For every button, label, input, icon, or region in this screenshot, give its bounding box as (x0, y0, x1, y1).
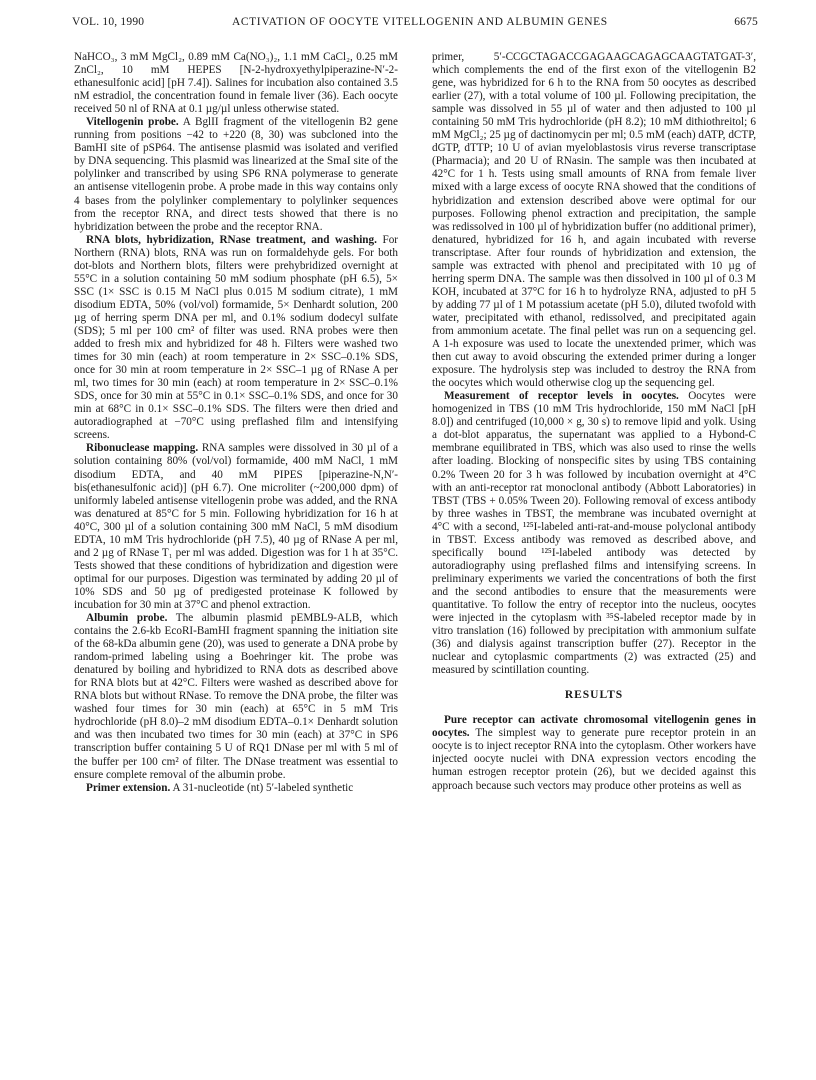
paragraph-text: The simplest way to generate pure receptor protein in an oocyte is to inject receptor RNA into the cytoplasm. Other workers have injected oocyte nuclei with DNA expression vectors encoding the human estrogen receptor protein (26), but we decided against this approach because such vectors may produce other proteins as well as (432, 727, 756, 792)
volume-label: VOL. 10, 1990 (72, 16, 145, 28)
paragraph-text: NaHCO₃, 3 mM MgCl₂, 0.89 mM Ca(NO₃)₂, 1.1 mM CaCl₂, 0.25 mM ZnCl₂, 10 mM HEPES [N-2-hydroxyethylpiperazine-N′-2-ethanesulfonic acid] [pH 7.4]). Salines for incubation also contained 3.5 nM estradiol, the concentration found in female liver (36). Each oocyte received 50 nl of RNA at 0.1 µg/µl unless otherwise stated. (74, 51, 398, 116)
paragraph-lead: Pure receptor can activate chromosomal vitellogenin genes in oocytes. (432, 714, 756, 740)
methods-continued (432, 51, 756, 677)
paragraph (74, 442, 398, 612)
paragraph-lead: Measurement of receptor levels in oocytes. (444, 390, 679, 403)
paragraph-text: The albumin plasmid pEMBL9-ALB, which contains the 2.6-kb EcoRI-BamHI fragment spanning the initiation site of the 68-kDa albumin gene (20), was used to generate a DNA probe by random-primed labeling using a Boehringer kit. The probe was denatured by boiling and hybridized to RNA dots as described above for RNA blots but at 42°C. Filters were washed as described above for RNA blots but without RNase. To remove the DNA probe, the filter was washed four times for 30 min (each) at 65°C in 5 mM Tris hydrochloride (pH 8.0)–2 mM disodium EDTA–0.1× Denhardt solution and was then incubated two times for 30 min (each) at 37°C in SP6 transcription buffer containing 5 U of RQ1 DNase per ml with 5 ml of the buffer per 100 cm² of filter. The DNase treatment was essential to ensure complete removal of the albumin probe. (74, 612, 398, 781)
paragraph (432, 51, 756, 390)
paragraph-text: For Northern (RNA) blots, RNA was run on formaldehyde gels. For both dot-blots and Northern blots, filters were prehybridized overnight at 55°C in a solution containing 50 mM sodium phosphate (pH 6.5), 5× SSC (1× SSC is 0.15 M NaCl plus 0.015 M sodium citrate), 1 mM disodium EDTA, 50% (vol/vol) formamide, 5× Denhardt solution, 200 µg of herring sperm DNA per ml, and 0.1% sodium dodecyl sulfate (SDS); 5 ml per 100 cm² of filter was used. RNA probes were then added to fresh mix and hybridized for 48 h. Filters were washed two times for 30 min (each) at room temperature in 2× SSC–0.1% SDS, once for 30 min at room temperature in 2× SSC–1 µg of RNase A per ml, two times for 30 min (each) at room temperature in 2× SSC–0.1% SDS, once for 30 min at 55°C in 0.1× SSC–0.1% SDS, and once for 30 min at 68°C in 0.1× SSC–0.1% SDS. The filters were then dried and autoradiographed at −70°C using preflashed film and intensifying screens. (74, 233, 399, 442)
running-header (72, 16, 758, 32)
paragraph (432, 714, 756, 792)
paragraph (74, 234, 398, 443)
paragraph (74, 782, 398, 795)
paragraph-text: RNA samples were dissolved in 30 µl of a solution containing 80% (vol/vol) formamide, 400 mM NaCl, 1 mM disodium EDTA, and 40 mM PIPES [piperazine-N,N′-bis(ethanesulfonic acid)] (pH 6.7). One microliter (~200,000 dpm) of uniformly labeled antisense vitellogenin probe was added, and the RNA was denatured at 85°C for 5 min. Following hybridization for 16 h at 40°C, 300 µl of a solution containing 300 mM NaCl, 5 mM disodium EDTA, 10 mM Tris hydrochloride (pH 7.5), 40 µg of RNase A per ml, and 2 µg of RNase T₁ per ml was added. Digestion was for 1 h at 35°C. Tests showed that these conditions of hybridization and digestion were optimal for our purposes. Digestion was terminated by adding 20 µl of 10% SDS and 50 µg of predigested proteinase K followed by incubation for 30 min at 37°C and phenol extraction. (74, 442, 398, 611)
results-heading: RESULTS (564, 689, 624, 702)
left-column (74, 51, 398, 795)
page-number: 6675 (734, 16, 758, 28)
paragraph (74, 612, 398, 782)
paragraph-lead: Ribonuclease mapping. (86, 442, 199, 455)
paragraph-text: A BglII fragment of the vitellogenin B2 gene running from positions −42 to +220 (8, 30) was subcloned into the BamHI site of pSP64. The antisense plasmid was isolated and verified by DNA sequencing. This plasmid was linearized at the SmaI site of the polylinker and transcribed by using SP6 RNA polymerase to generate an antisense vitellogenin probe. A probe made in this way contains only 4 bases from the polylinker complementary to polylinker sequences from the receptor RNA, and direct tests showed that there is no hybridization between the probe and the receptor RNA. (74, 116, 398, 233)
paragraph (432, 390, 756, 677)
paragraph (74, 51, 398, 116)
results-section (432, 714, 756, 792)
paragraph-lead: Vitellogenin probe. (86, 116, 179, 129)
paragraph-lead: RNA blots, hybridization, RNase treatment, and washing. (86, 233, 377, 246)
paragraph (74, 116, 398, 233)
right-column (432, 51, 756, 793)
paragraph-lead: Albumin probe. (86, 612, 168, 625)
paragraph-text: primer, 5′-CCGCTAGACCGAGAAGCAGAGCAAGTATGAT-3′, which complements the end of the first exon of the vitellogenin B2 gene, was hybridized for 6 h to the RNA from 50 oocytes as described earlier (27), with a total volume of 100 µl. Following precipitation, the sample was dissolved in 55 µl of water and then adjusted to 100 µl containing 50 mM Tris hydrochloride (pH 8.2); 10 mM dithiothreitol; 6 mM MgCl₂; 25 µg of dactinomycin per ml; 0.5 mM (each) dATP, dCTP, dGTP, dTTP; 10 U of avian myeloblastosis virus reverse transcriptase (Pharmacia); and 20 U of RNasin. The sample was then incubated at 42°C for 1 h. Tests using small amounts of RNA from female liver mixed with a large excess of oocyte RNA showed that the conditions of hybridization and extension described above were optimal for our purposes. Following phenol extraction and precipitation, the sample was redissolved in 100 µl of hybridization buffer (no additional primer), denatured, hybridized for 16 h, and again incubated with reverse transcriptase. After four rounds of hybridization and extension, the sample was extracted with phenol and precipitated with 10 µg of herring sperm DNA. The sample was then dissolved in 100 µl of 0.3 M KOH, incubated at 37°C for 16 h to hydrolyze RNA, adjusted to pH 5 by adding 77 µl of 1 M potassium acetate (pH 5.0), diluted twofold with water, precipitated with ethanol, redissolved, and precipitated again from ammonium acetate. The final pellet was run on a sequencing gel. A 1-h exposure was used to locate the unextended primer, which was then cut away to avoid obscuring the extended primer during a longer exposure. The hydrolysis step was included to destroy the RNA from the oocytes which would otherwise clog up the sequencing gel. (432, 51, 756, 390)
paragraph-lead: Primer extension. (86, 781, 171, 794)
running-title: ACTIVATION OF OOCYTE VITELLOGENIN AND ALBUMIN GENES (232, 16, 608, 28)
paragraph-text: Oocytes were homogenized in TBS (10 mM Tris hydrochloride, 150 mM NaCl [pH 8.0]) and centrifuged (10,000 × g, 30 s) to remove lipid and yolk. Using a dot-blot apparatus, the supernatant was applied to a Hybond-C membrane equilibrated in TBS, which was also used to rinse the wells after loading. Blocking of nonspecific sites by using TBS containing 0.2% Tween 20 for 3 h was followed by incubation overnight at 4°C with an anti-receptor rat monoclonal antibody (Abbott Laboratories) in TBST (TBS + 0.05% Tween 20). Following removal of excess antibody by three washes in TBST, the membrane was incubated overnight at 4°C with a second, ¹²⁵I-labeled anti-rat-and-mouse polyclonal antibody in TBST. Excess antibody was removed as described above, and specifically bound ¹²⁵I-labeled antibody was detected by autoradiography using preflashed films and intensifying screens. In preliminary experiments we varied the concentrations of both the first and the second antibodies to ensure that the measurements were quantitative. To follow the entry of receptor into the nucleus, oocytes were injected in the cytoplasm with ³⁵S-labeled receptor made by in vitro translation (16) followed by precipitation with ammonium sulfate (36) and dialysis against transcription buffer (27). Receptor in the nuclear and cytoplasmic compartments (2) was extracted (25) and measured by scintillation counting. (432, 390, 756, 677)
paragraph-text: A 31-nucleotide (nt) 5′-labeled synthetic (170, 781, 354, 794)
